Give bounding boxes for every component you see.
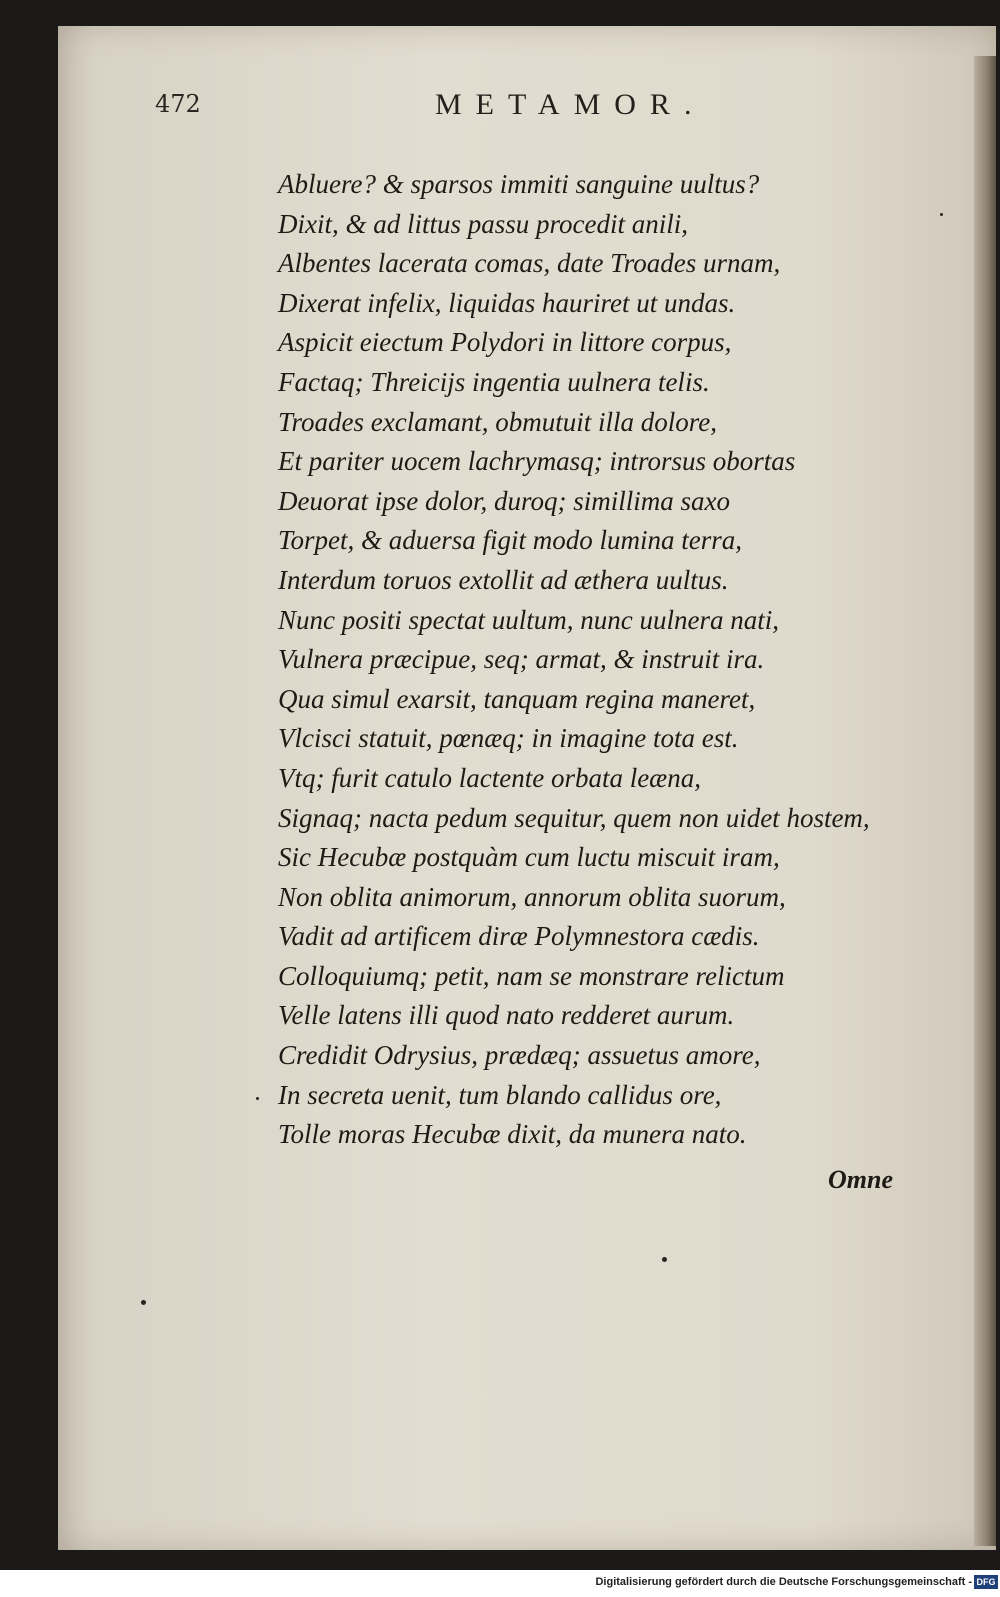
verse-line: Vulnera præcipue, seq; armat, & instruit ira. — [278, 644, 765, 675]
verse-line: Aspicit eiectum Polydori in littore corpus, — [278, 327, 732, 358]
verse-line: Albentes lacerata comas, date Troades urnam, — [278, 248, 781, 279]
ink-speck — [940, 213, 943, 216]
verse-line: Et pariter uocem lachrymasq; introrsus obortas — [278, 446, 796, 477]
page-edge — [974, 56, 996, 1546]
dfg-logo: DFG — [974, 1575, 998, 1589]
ink-speck — [141, 1300, 146, 1305]
page-header — [155, 90, 855, 130]
verse-block — [278, 165, 918, 1155]
verse-line: Vtq; furit catulo lactente orbata leæna, — [278, 762, 701, 793]
verse-line: Tolle moras Hecubæ dixit, da munera nato. — [278, 1119, 747, 1150]
verse-line: Sic Hecubæ postquàm cum luctu miscuit iram, — [278, 842, 780, 873]
verse-line: Vadit ad artificem diræ Polymnestora cædis. — [278, 921, 760, 952]
verse-line: Credidit Odrysius, prædæq; assuetus amore, — [278, 1040, 761, 1071]
running-title: METAMOR. — [435, 88, 706, 121]
verse-line: Vlcisci statuit, pœnæq; in imagine tota est. — [278, 723, 739, 754]
ink-speck — [662, 1257, 667, 1262]
verse-line: Abluere? & sparsos immiti sanguine uultus? — [278, 169, 760, 199]
digitization-credit: Digitalisierung gefördert durch die Deutsche Forschungsgemeinschaft - — [595, 1576, 972, 1588]
verse-line: Factaq; Threicijs ingentia uulnera telis. — [278, 366, 710, 397]
verse-line: Dixit, & ad littus passu procedit anili, — [278, 208, 688, 239]
verse-line: Interdum toruos extollit ad æthera uultus. — [278, 564, 729, 595]
verse-line: Troades exclamant, obmutuit illa dolore, — [278, 406, 717, 437]
verse-line: Non oblita animorum, annorum oblita suorum, — [278, 881, 786, 912]
ink-speck — [256, 1097, 259, 1100]
verse-line: Torpet, & aduersa figit modo lumina terra, — [278, 525, 743, 556]
verse-line: Nunc positi spectat uultum, nunc uulnera nati, — [278, 604, 779, 635]
catchword: Omne — [828, 1165, 893, 1194]
verse-line: Deuorat ipse dolor, duroq; simillima saxo — [278, 485, 730, 516]
verse-line: Dixerat infelix, liquidas hauriret ut undas. — [278, 287, 736, 318]
verse-line: Colloquiumq; petit, nam se monstrare relictum — [278, 960, 785, 991]
verse-line: In secreta uenit, tum blando callidus ore, — [278, 1079, 722, 1110]
verse-line: Signaq; nacta pedum sequitur, quem non uidet hostem, — [278, 802, 870, 833]
verse-line: Velle latens illi quod nato redderet aurum. — [278, 1000, 735, 1031]
page-number: 472 — [155, 90, 201, 118]
verse-line: Qua simul exarsit, tanquam regina maneret, — [278, 683, 756, 714]
